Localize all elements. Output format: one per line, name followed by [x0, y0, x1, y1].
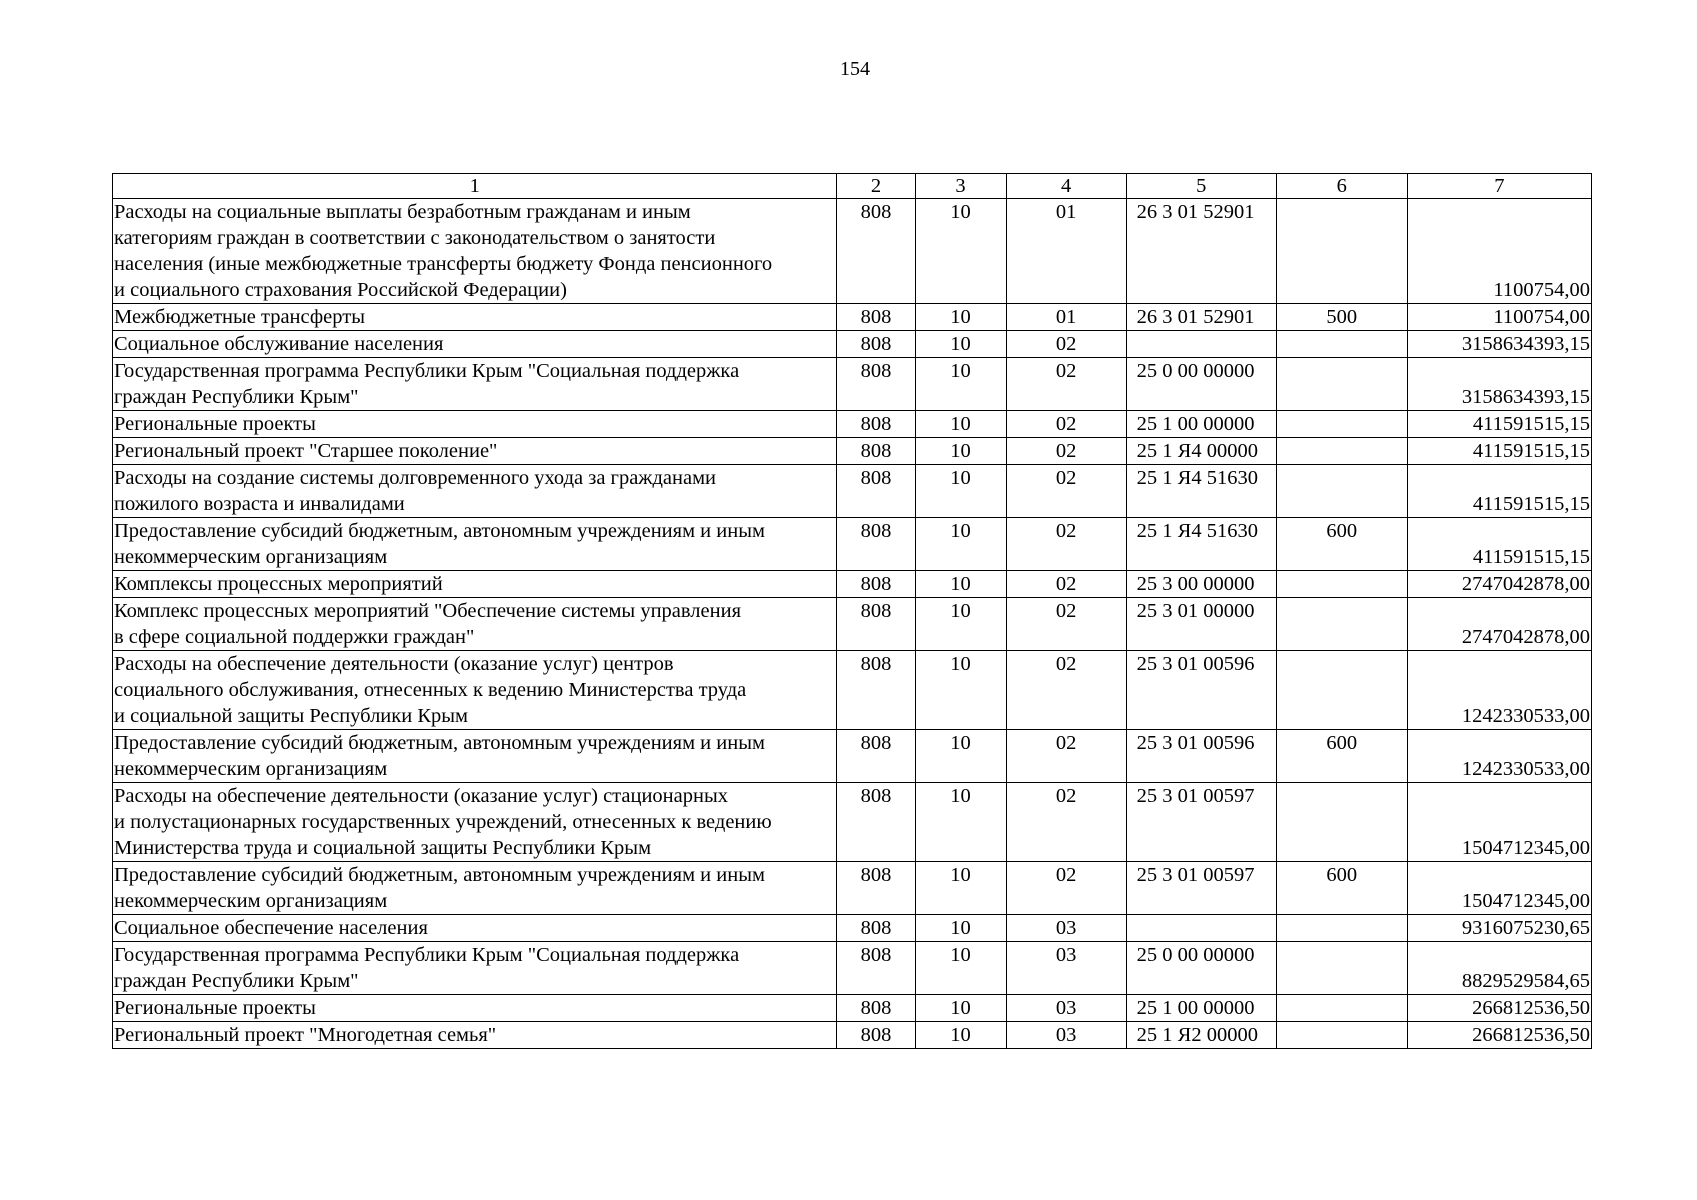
amount: 266812536,50 — [1407, 995, 1591, 1022]
expense-name-line: пожилого возраста и инвалидами — [114, 493, 405, 515]
subsection-code: 02 — [1006, 730, 1126, 783]
target-article-code: 25 3 01 00597 — [1126, 783, 1276, 862]
expense-name-line: Министерства труда и социальной защиты Республики Крым — [114, 837, 652, 859]
table-row — [113, 598, 1592, 651]
section-code: 10 — [915, 438, 1006, 465]
table-row — [113, 358, 1592, 411]
column-number-7: 7 — [1407, 174, 1591, 199]
expense-type-code: 500 — [1276, 304, 1407, 331]
table-row — [113, 730, 1592, 783]
expense-name — [113, 411, 837, 438]
expense-name-line: Предоставление субсидий бюджетным, автономным учреждениям и иным — [114, 732, 765, 754]
expense-name-line: граждан Республики Крым" — [114, 970, 359, 992]
expense-type-code — [1276, 942, 1407, 995]
table-row — [113, 331, 1592, 358]
expense-type-code — [1276, 465, 1407, 518]
target-article-code: 25 3 01 00597 — [1126, 862, 1276, 915]
section-code: 10 — [915, 304, 1006, 331]
expense-type-code: 600 — [1276, 862, 1407, 915]
subsection-code: 02 — [1006, 518, 1126, 571]
expense-name — [113, 915, 837, 942]
ministry-code: 808 — [837, 915, 915, 942]
amount: 411591515,15 — [1407, 438, 1591, 465]
table-row — [113, 862, 1592, 915]
section-code: 10 — [915, 915, 1006, 942]
table-row — [113, 304, 1592, 331]
expense-type-code — [1276, 651, 1407, 730]
expense-name-line: Расходы на создание системы долговременного ухода за гражданами — [114, 467, 717, 489]
expense-name-line: Региональный проект "Старшее поколение" — [114, 440, 498, 462]
table-row — [113, 915, 1592, 942]
subsection-code: 02 — [1006, 438, 1126, 465]
ministry-code: 808 — [837, 862, 915, 915]
expense-name — [113, 199, 837, 304]
ministry-code: 808 — [837, 304, 915, 331]
section-code: 10 — [915, 465, 1006, 518]
ministry-code: 808 — [837, 518, 915, 571]
section-code: 10 — [915, 995, 1006, 1022]
ministry-code: 808 — [837, 465, 915, 518]
table-row — [113, 942, 1592, 995]
expense-name — [113, 942, 837, 995]
amount: 3158634393,15 — [1407, 358, 1591, 411]
target-article-code: 26 3 01 52901 — [1126, 199, 1276, 304]
expense-name-line: и полустационарных государственных учреждений, отнесенных к ведению — [114, 811, 772, 833]
expense-name-line: Региональные проекты — [114, 413, 316, 435]
table-row — [113, 518, 1592, 571]
expense-type-code — [1276, 783, 1407, 862]
expense-name-line: Расходы на обеспечение деятельности (оказание услуг) стационарных — [114, 785, 728, 807]
expense-name-line: Социальное обеспечение населения — [114, 917, 428, 939]
subsection-code: 02 — [1006, 598, 1126, 651]
target-article-code: 25 1 Я4 00000 — [1126, 438, 1276, 465]
expense-name-line: в сфере социальной поддержки граждан" — [114, 626, 475, 648]
subsection-code: 03 — [1006, 915, 1126, 942]
expense-name — [113, 995, 837, 1022]
ministry-code: 808 — [837, 571, 915, 598]
expense-name-line: Межбюджетные трансферты — [114, 306, 365, 328]
subsection-code: 03 — [1006, 1022, 1126, 1049]
ministry-code: 808 — [837, 651, 915, 730]
expense-name-line: некоммерческим организациям — [114, 890, 388, 912]
expense-type-code — [1276, 915, 1407, 942]
subsection-code: 03 — [1006, 995, 1126, 1022]
budget-table-body — [113, 174, 1592, 1049]
expense-name — [113, 438, 837, 465]
expense-type-code — [1276, 199, 1407, 304]
subsection-code: 03 — [1006, 942, 1126, 995]
column-number-2: 2 — [837, 174, 915, 199]
target-article-code: 25 1 Я2 00000 — [1126, 1022, 1276, 1049]
target-article-code — [1126, 331, 1276, 358]
ministry-code: 808 — [837, 730, 915, 783]
table-row — [113, 995, 1592, 1022]
section-code: 10 — [915, 199, 1006, 304]
target-article-code: 26 3 01 52901 — [1126, 304, 1276, 331]
expense-type-code — [1276, 598, 1407, 651]
expense-type-code — [1276, 331, 1407, 358]
section-code: 10 — [915, 651, 1006, 730]
expense-name-line: Государственная программа Республики Крым "Социальная поддержка — [114, 944, 740, 966]
expense-name-line: Государственная программа Республики Крым "Социальная поддержка — [114, 360, 740, 382]
ministry-code: 808 — [837, 331, 915, 358]
amount: 9316075230,65 — [1407, 915, 1591, 942]
expense-name-line: категориям граждан в соответствии с законодательством о занятости — [114, 227, 716, 249]
ministry-code: 808 — [837, 438, 915, 465]
expense-name-line: и социальной защиты Республики Крым — [114, 705, 469, 727]
expense-name-line: Расходы на социальные выплаты безработным гражданам и иным — [114, 201, 691, 223]
ministry-code: 808 — [837, 358, 915, 411]
amount: 2747042878,00 — [1407, 571, 1591, 598]
ministry-code: 808 — [837, 199, 915, 304]
column-number-6: 6 — [1276, 174, 1407, 199]
subsection-code: 01 — [1006, 304, 1126, 331]
expense-name — [113, 331, 837, 358]
target-article-code: 25 3 00 00000 — [1126, 571, 1276, 598]
subsection-code: 02 — [1006, 862, 1126, 915]
subsection-code: 02 — [1006, 331, 1126, 358]
table-row — [113, 199, 1592, 304]
amount: 2747042878,00 — [1407, 598, 1591, 651]
target-article-code: 25 3 01 00596 — [1126, 651, 1276, 730]
subsection-code: 02 — [1006, 783, 1126, 862]
ministry-code: 808 — [837, 598, 915, 651]
target-article-code: 25 0 00 00000 — [1126, 358, 1276, 411]
section-code: 10 — [915, 331, 1006, 358]
amount: 266812536,50 — [1407, 1022, 1591, 1049]
amount: 411591515,15 — [1407, 411, 1591, 438]
subsection-code: 02 — [1006, 358, 1126, 411]
column-number-3: 3 — [915, 174, 1006, 199]
target-article-code: 25 1 Я4 51630 — [1126, 465, 1276, 518]
target-article-code: 25 3 01 00000 — [1126, 598, 1276, 651]
table-row — [113, 438, 1592, 465]
expense-name — [113, 783, 837, 862]
expense-name-line: некоммерческим организациям — [114, 546, 388, 568]
expense-type-code: 600 — [1276, 518, 1407, 571]
table-row — [113, 1022, 1592, 1049]
target-article-code: 25 1 00 00000 — [1126, 995, 1276, 1022]
target-article-code: 25 1 Я4 51630 — [1126, 518, 1276, 571]
table-row — [113, 465, 1592, 518]
target-article-code — [1126, 915, 1276, 942]
amount: 411591515,15 — [1407, 465, 1591, 518]
expense-type-code — [1276, 571, 1407, 598]
expense-name-line: Региональные проекты — [114, 997, 316, 1019]
column-number-4: 4 — [1006, 174, 1126, 199]
amount: 1242330533,00 — [1407, 730, 1591, 783]
expense-name-line: Предоставление субсидий бюджетным, автономным учреждениям и иным — [114, 864, 765, 886]
column-number-5: 5 — [1126, 174, 1276, 199]
expense-name-line: Социальное обслуживание населения — [114, 333, 444, 355]
amount: 1242330533,00 — [1407, 651, 1591, 730]
subsection-code: 02 — [1006, 651, 1126, 730]
subsection-code: 02 — [1006, 465, 1126, 518]
subsection-code: 02 — [1006, 411, 1126, 438]
table-row — [113, 783, 1592, 862]
target-article-code: 25 1 00 00000 — [1126, 411, 1276, 438]
expense-name — [113, 651, 837, 730]
expense-name — [113, 730, 837, 783]
amount: 411591515,15 — [1407, 518, 1591, 571]
section-code: 10 — [915, 411, 1006, 438]
column-number-row — [113, 174, 1592, 199]
expense-name-line: и социального страхования Российской Федерации) — [114, 279, 567, 301]
expense-name-line: социального обслуживания, отнесенных к ведению Министерства труда — [114, 679, 747, 701]
target-article-code: 25 3 01 00596 — [1126, 730, 1276, 783]
expense-type-code: 600 — [1276, 730, 1407, 783]
expense-name-line: Расходы на обеспечение деятельности (оказание услуг) центров — [114, 653, 674, 675]
amount: 1100754,00 — [1407, 304, 1591, 331]
section-code: 10 — [915, 358, 1006, 411]
section-code: 10 — [915, 1022, 1006, 1049]
subsection-code: 02 — [1006, 571, 1126, 598]
ministry-code: 808 — [837, 995, 915, 1022]
amount: 8829529584,65 — [1407, 942, 1591, 995]
budget-table — [112, 173, 1592, 1049]
expense-name — [113, 862, 837, 915]
section-code: 10 — [915, 730, 1006, 783]
table-row — [113, 651, 1592, 730]
ministry-code: 808 — [837, 783, 915, 862]
expense-name-line: населения (иные межбюджетные трансферты бюджету Фонда пенсионного — [114, 253, 773, 275]
expense-name-line: Предоставление субсидий бюджетным, автономным учреждениям и иным — [114, 520, 765, 542]
expense-name-line: Региональный проект "Многодетная семья" — [114, 1024, 497, 1046]
expense-name — [113, 465, 837, 518]
expense-type-code — [1276, 1022, 1407, 1049]
amount: 3158634393,15 — [1407, 331, 1591, 358]
section-code: 10 — [915, 942, 1006, 995]
expense-name — [113, 598, 837, 651]
expense-name-line: граждан Республики Крым" — [114, 386, 359, 408]
target-article-code: 25 0 00 00000 — [1126, 942, 1276, 995]
expense-name — [113, 304, 837, 331]
section-code: 10 — [915, 571, 1006, 598]
subsection-code: 01 — [1006, 199, 1126, 304]
expense-name — [113, 571, 837, 598]
ministry-code: 808 — [837, 942, 915, 995]
section-code: 10 — [915, 862, 1006, 915]
amount: 1100754,00 — [1407, 199, 1591, 304]
expense-name — [113, 1022, 837, 1049]
expense-type-code — [1276, 995, 1407, 1022]
expense-name-line: Комплексы процессных мероприятий — [114, 573, 443, 595]
ministry-code: 808 — [837, 411, 915, 438]
section-code: 10 — [915, 518, 1006, 571]
amount: 1504712345,00 — [1407, 862, 1591, 915]
expense-type-code — [1276, 358, 1407, 411]
expense-type-code — [1276, 411, 1407, 438]
column-number-1: 1 — [113, 174, 837, 199]
section-code: 10 — [915, 783, 1006, 862]
section-code: 10 — [915, 598, 1006, 651]
expense-name-line: некоммерческим организациям — [114, 758, 388, 780]
table-row — [113, 571, 1592, 598]
amount: 1504712345,00 — [1407, 783, 1591, 862]
expense-name-line: Комплекс процессных мероприятий "Обеспечение системы управления — [114, 600, 741, 622]
expense-type-code — [1276, 438, 1407, 465]
page-number: 154 — [840, 58, 870, 80]
expense-name — [113, 358, 837, 411]
expense-name — [113, 518, 837, 571]
ministry-code: 808 — [837, 1022, 915, 1049]
table-row — [113, 411, 1592, 438]
